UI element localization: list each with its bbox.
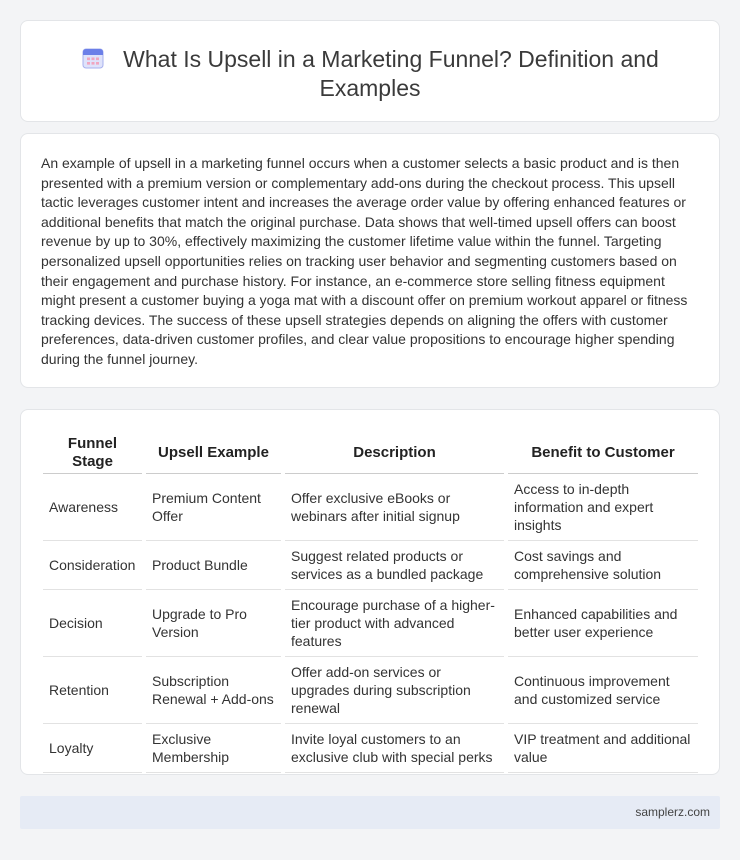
page-title-wrap xyxy=(21,45,719,103)
title-card xyxy=(20,20,720,122)
cell-stage: Consideration xyxy=(43,541,144,590)
cell-example: Product Bundle xyxy=(144,541,283,590)
cell-benefit: VIP treatment and additional value xyxy=(506,724,698,773)
cell-description: Invite loyal customers to an exclusive club with special perks xyxy=(283,724,506,773)
table-card xyxy=(20,409,720,775)
intro-paragraph: An example of upsell in a marketing funnel occurs when a customer selects a basic product and is then presented with a premium version or complementary add-ons during the checkout process. This upsell tactic leverages customer intent and increases the average order value by offering enhanced features or additional benefits that match the original purchase. Data shows that well-timed upsell offers can boost revenue by up to 30%, effectively maximizing the customer lifetime value within the funnel. Targeting personalized upsell opportunities relies on tracking user behavior and segmenting customers based on their engagement and purchase history. For instance, an e-commerce store selling fitness equipment might present a customer buying a yoga mat with a discount offer on premium workout apparel or fitness tracking devices. The success of these upsell strategies depends on aligning the offers with customer preferences, data-driven customer profiles, and clear value propositions to encourage higher spending during the funnel journey. xyxy=(41,155,688,367)
cell-example: Premium Content Offer xyxy=(144,474,283,541)
cell-stage: Loyalty xyxy=(43,724,144,773)
table-row xyxy=(43,541,698,590)
header-upsell-example: Upsell Example xyxy=(144,432,283,474)
cell-example: Exclusive Membership xyxy=(144,724,283,773)
page-title: What Is Upsell in a Marketing Funnel? Definition and Examples xyxy=(123,46,659,101)
cell-benefit: Access to in-depth information and expert insights xyxy=(506,474,698,541)
cell-description: Suggest related products or services as a bundled package xyxy=(283,541,506,590)
header-benefit: Benefit to Customer xyxy=(506,432,698,474)
cell-description: Encourage purchase of a higher-tier product with advanced features xyxy=(283,590,506,657)
calendar-icon xyxy=(81,46,105,70)
intro-card xyxy=(20,133,720,388)
cell-benefit: Continuous improvement and customized service xyxy=(506,657,698,724)
footer-site-link[interactable]: samplerz.com xyxy=(635,805,710,819)
cell-stage: Decision xyxy=(43,590,144,657)
table-header-row xyxy=(43,432,698,474)
cell-stage: Retention xyxy=(43,657,144,724)
table-row xyxy=(43,657,698,724)
table-row xyxy=(43,724,698,773)
cell-stage: Awareness xyxy=(43,474,144,541)
upsell-table xyxy=(43,432,698,773)
cell-benefit: Enhanced capabilities and better user experience xyxy=(506,590,698,657)
cell-description: Offer add-on services or upgrades during subscription renewal xyxy=(283,657,506,724)
cell-benefit: Cost savings and comprehensive solution xyxy=(506,541,698,590)
cell-description: Offer exclusive eBooks or webinars after initial signup xyxy=(283,474,506,541)
footer xyxy=(20,796,720,829)
cell-example: Subscription Renewal + Add-ons xyxy=(144,657,283,724)
cell-example: Upgrade to Pro Version xyxy=(144,590,283,657)
table-row xyxy=(43,474,698,541)
header-description: Description xyxy=(283,432,506,474)
table-row xyxy=(43,590,698,657)
header-funnel-stage: Funnel Stage xyxy=(43,432,144,474)
